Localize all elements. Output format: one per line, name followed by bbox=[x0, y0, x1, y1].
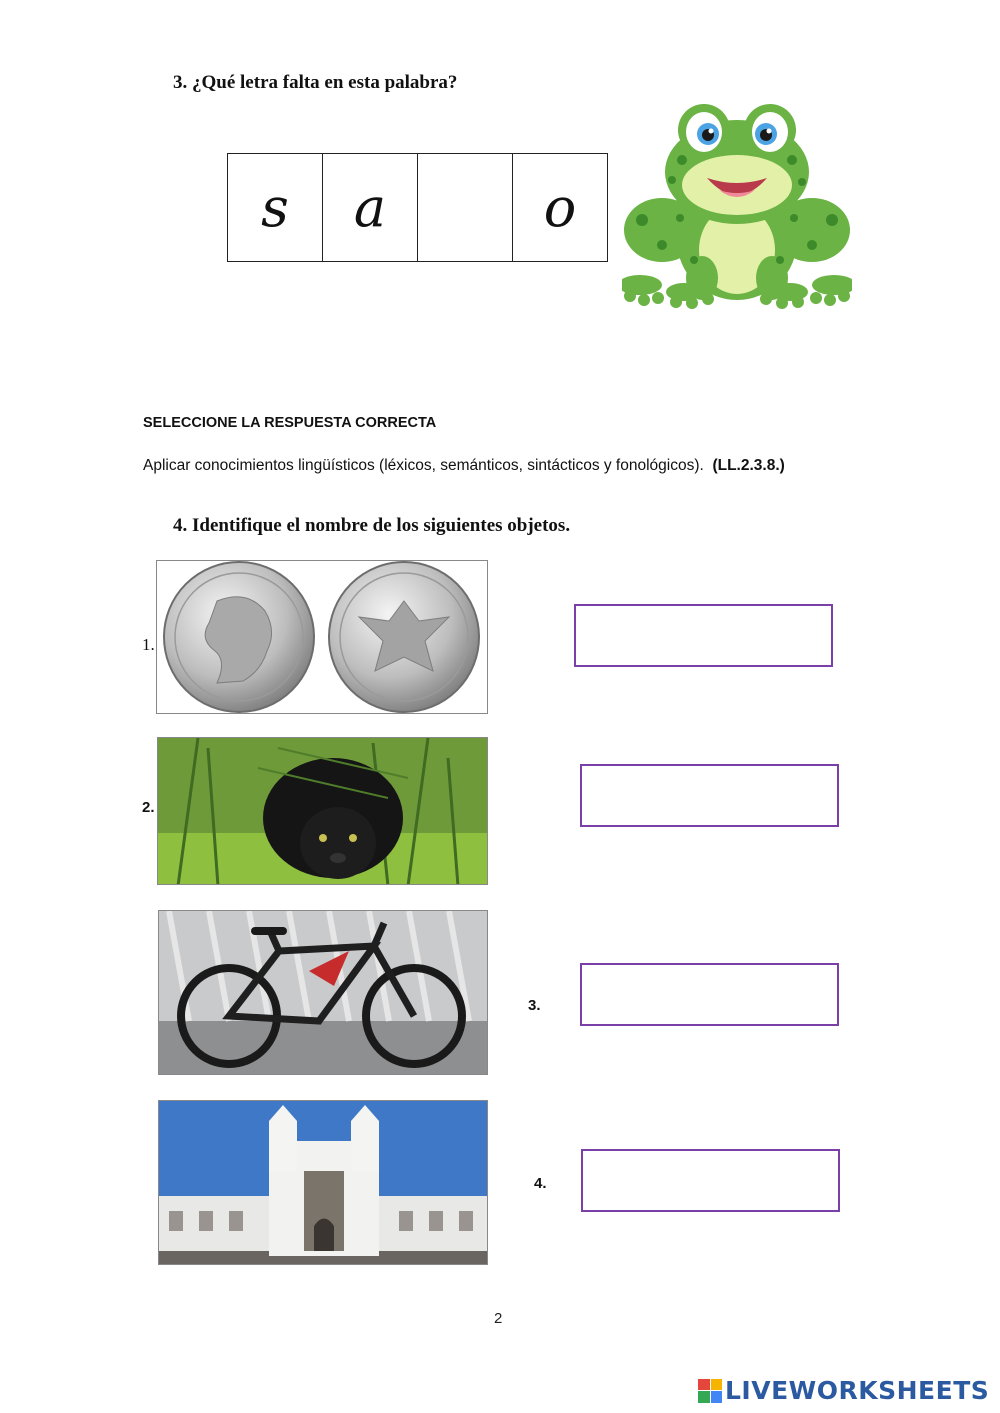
item-number-3: 3. bbox=[528, 997, 541, 1014]
letter-cell-1: s bbox=[228, 154, 323, 261]
brand-grid-icon bbox=[698, 1379, 722, 1403]
answer-input-4[interactable] bbox=[581, 1149, 840, 1212]
brand-name: LIVEWORKSHEETS bbox=[725, 1376, 990, 1405]
bicycle-image bbox=[158, 910, 488, 1075]
answer-input-2[interactable] bbox=[580, 764, 839, 827]
church-image bbox=[158, 1100, 488, 1265]
missing-letter-input[interactable] bbox=[418, 154, 512, 261]
frog-image bbox=[622, 100, 852, 310]
panther-image bbox=[157, 737, 488, 885]
letter-cell-4: o bbox=[543, 176, 577, 239]
question-3-title: 3. ¿Qué letra falta en esta palabra? bbox=[173, 72, 458, 93]
skill-code: (LL.2.3.8.) bbox=[712, 457, 785, 474]
letter-cell-3-blank[interactable] bbox=[418, 154, 513, 261]
missing-letter-grid bbox=[227, 153, 608, 262]
brand-logo bbox=[698, 1376, 989, 1405]
page-number: 2 bbox=[494, 1310, 503, 1327]
item-number-1: 1. bbox=[142, 635, 155, 654]
section-description-text: Aplicar conocimientos lingüísticos (léxicos, semánticos, sintácticos y fonológicos). bbox=[143, 457, 704, 474]
answer-input-3[interactable] bbox=[580, 963, 839, 1026]
answer-input-1[interactable] bbox=[574, 604, 833, 667]
coin-image bbox=[156, 560, 488, 714]
section-title: SELECCIONE LA RESPUESTA CORRECTA bbox=[143, 415, 437, 431]
section-description bbox=[143, 457, 785, 475]
item-number-4: 4. bbox=[534, 1175, 547, 1192]
letter-cell-2: a bbox=[323, 154, 418, 261]
question-4-title: 4. Identifique el nombre de los siguientes objetos. bbox=[173, 515, 571, 536]
item-number-2: 2. bbox=[142, 799, 155, 816]
